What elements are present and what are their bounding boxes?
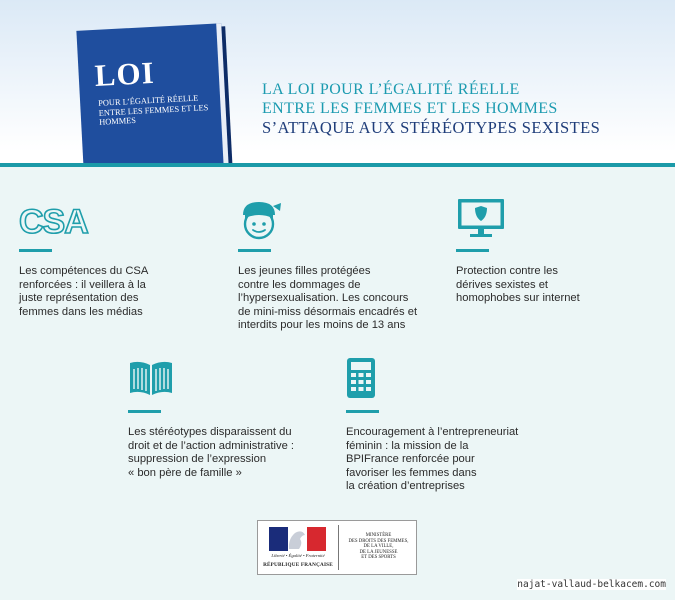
republic-motto: Liberté • Égalité • Fraternité	[271, 553, 325, 558]
measure-text: Protection contre les dérives sexistes et homophobes sur internet	[456, 265, 580, 305]
measure-text: Encouragement à l’entrepreneuriat féminin : la mission de la BPIFrance renforcée pour favoriser les femmes dans la création d’entreprises	[346, 426, 519, 493]
girl-face-icon	[238, 199, 284, 245]
measure-text: Les jeunes filles protégées contre les dommages de l’hypersexualisation. Les concours de mini-miss désormais encadrés et interdits pour les moins de 13 ans	[238, 265, 418, 332]
calculator-icon	[346, 357, 376, 399]
headline-line-1: LA LOI POUR L’ÉGALITÉ RÉELLE	[262, 81, 520, 98]
headline-line-3: S’ATTAQUE AUX STÉRÉOTYPES SEXISTES	[262, 118, 601, 137]
law-book-cover	[76, 23, 228, 172]
government-logos	[257, 520, 417, 575]
csa-logo-icon	[19, 203, 93, 239]
republique-francaise-logo	[258, 521, 338, 574]
marianne-flag-icon	[269, 527, 326, 551]
republic-name: RÉPUBLIQUE FRANÇAISE	[263, 562, 333, 568]
book-subtitle: POUR L’ÉGALITÉ RÉELLE ENTRE LES FEMMES ET LES HOMMES	[97, 93, 209, 128]
measure-text: Les stéréotypes disparaissent du droit et de l’action administrative : suppression de l’expression « bon père de famille »	[128, 426, 295, 479]
headline-line-2: ENTRE LES FEMMES ET LES HOMMES	[262, 100, 558, 117]
headline	[262, 80, 600, 137]
measure-rule	[346, 410, 379, 413]
monitor-shield-icon	[456, 198, 506, 238]
logo-divider	[338, 525, 339, 570]
measure-rule	[238, 249, 271, 252]
csa-logo-text: CSA	[19, 203, 88, 239]
measure-rule	[456, 249, 489, 252]
source-watermark: najat-vallaud-belkacem.com	[517, 579, 666, 590]
measure-rule	[128, 410, 161, 413]
measure-text: Les compétences du CSA renforcées : il veillera à la juste représentation des femmes dans les médias	[19, 265, 149, 318]
ministry-name: MINISTÈRE DES DROITS DES FEMMES, DE LA VILLE, DE LA JEUNESSE ET DES SPORTS	[348, 533, 409, 561]
open-book-icon	[128, 357, 174, 399]
header-banner	[0, 0, 675, 165]
book-title: LOI	[93, 54, 156, 93]
measure-rule	[19, 249, 52, 252]
